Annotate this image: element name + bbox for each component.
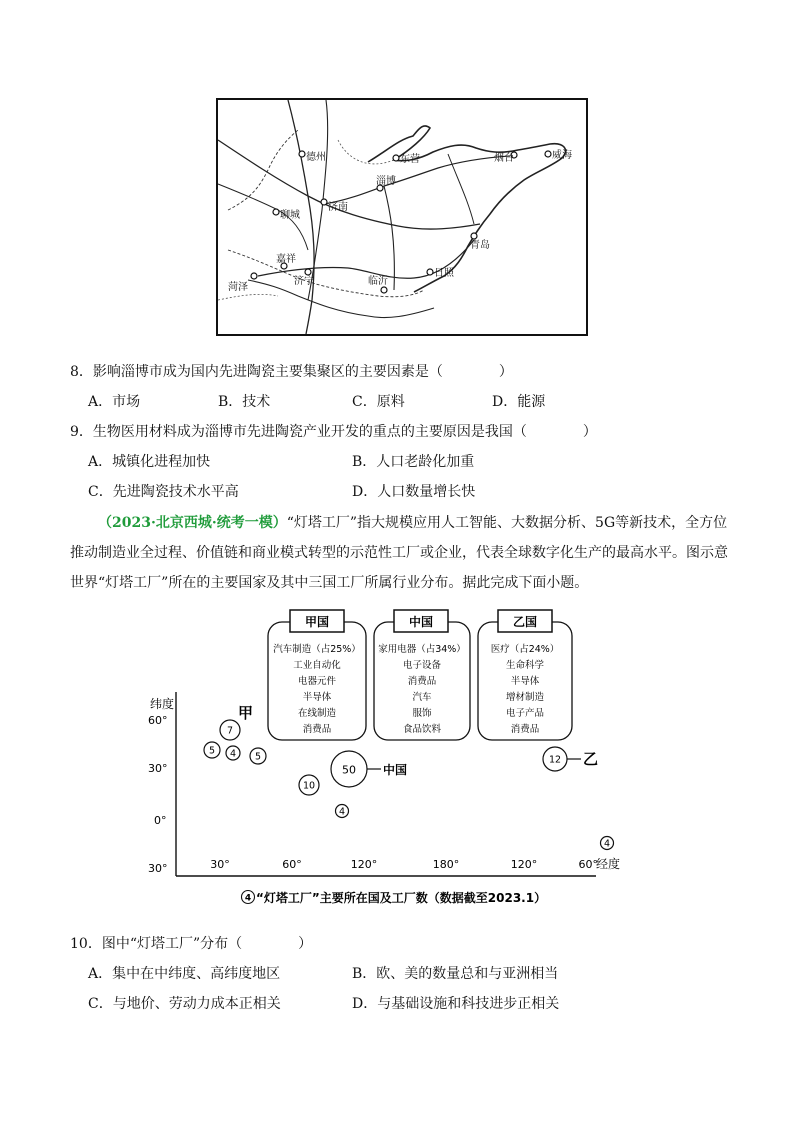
x-axis-label: 经度 xyxy=(595,857,620,871)
box-jia-item: 消费品 xyxy=(302,724,332,735)
map-graphic xyxy=(218,100,586,334)
industry-boxes xyxy=(268,610,572,740)
city-jining: 济宁 xyxy=(294,276,314,287)
box-jia-item: 半导体 xyxy=(302,692,332,703)
passage-source: （2023·北京西城·统考一模） xyxy=(98,515,287,531)
box-china-title: 中国 xyxy=(408,615,434,629)
shandong-map xyxy=(216,98,588,336)
factory-point-value: 4 xyxy=(229,748,237,760)
city-yantai: 烟台 xyxy=(494,153,514,164)
y-tick: 60° xyxy=(148,714,168,727)
coastline xyxy=(368,126,566,292)
x-tick: 120° xyxy=(350,858,378,871)
q9-option-b[interactable]: B．人口老龄化加重 xyxy=(352,454,475,470)
q8-option-d[interactable]: D．能源 xyxy=(492,394,546,410)
question-9-close: ） xyxy=(582,424,597,440)
box-jia xyxy=(268,610,366,740)
factory-point-value: 12 xyxy=(548,754,562,766)
box-jia-title: 甲国 xyxy=(304,615,330,629)
q10-option-b[interactable]: B．欧、美的数量总和与亚洲相当 xyxy=(352,966,559,982)
x-tick: 120° xyxy=(510,858,538,871)
y-tick: 0° xyxy=(154,814,167,827)
city-heze: 菏泽 xyxy=(228,282,248,293)
chart-caption: “灯塔工厂”主要所在国及工厂数（数据截至2023.1） xyxy=(256,891,547,905)
box-yi-item: 生命科学 xyxy=(505,660,545,671)
box-china-item: 食品饮料 xyxy=(402,724,442,735)
x-tick: 60° xyxy=(578,858,598,871)
q10-option-a[interactable]: A．集中在中纬度、高纬度地区 xyxy=(88,966,281,982)
city-dezhou: 德州 xyxy=(306,152,326,163)
city-jiaxiang: 嘉祥 xyxy=(276,254,296,265)
passage xyxy=(70,508,740,598)
question-8-stem: 8．影响淄博市成为国内先进陶瓷主要集聚区的主要因素是（ xyxy=(70,364,443,380)
city-zibo: 淄博 xyxy=(376,176,396,187)
question-9-stem: 9．生物医用材料成为淄博市先进陶瓷产业开发的重点的主要原因是我国（ xyxy=(70,424,527,440)
y-tick: 30° xyxy=(148,762,168,775)
box-yi-item: 电子产品 xyxy=(505,708,545,719)
box-china-item: 汽车 xyxy=(412,692,432,703)
box-yi-item: 半导体 xyxy=(510,676,540,687)
x-tick: 30° xyxy=(210,858,230,871)
q10-option-c[interactable]: C．与地价、劳动力成本正相关 xyxy=(88,996,281,1012)
box-china-item: 消费品 xyxy=(407,676,437,687)
city-linyi: 临沂 xyxy=(368,276,388,287)
factory-point-value: 5 xyxy=(254,751,262,763)
box-jia-item: 汽车制造（占25%） xyxy=(273,644,361,655)
x-tick: 60° xyxy=(282,858,302,871)
q9-option-c[interactable]: C．先进陶瓷技术水平高 xyxy=(88,484,239,500)
city-qingdao: 青岛 xyxy=(470,240,490,251)
box-jia-item: 在线制造 xyxy=(297,708,337,719)
box-china-item: 电子设备 xyxy=(402,660,442,671)
passage-text: “灯塔工厂”指大规模应用人工智能、大数据分析、5G等新技术，全方位推动制造业全过程、价值链和商业模式转型的示范性工厂或企业，代表全球数字化生产的最高水平。图示意世界“灯塔工厂”所在的主要国家及其中三国工厂所属行业分布。据此完成下面小题。 xyxy=(70,515,728,591)
factory-point-value: 4 xyxy=(338,806,346,818)
factory-point-value: 10 xyxy=(302,780,316,792)
factory-point-value: 4 xyxy=(603,838,611,850)
city-dongying: 东营 xyxy=(400,154,420,165)
x-tick: 180° xyxy=(432,858,460,871)
box-china-item: 服饰 xyxy=(412,708,432,719)
question-9 xyxy=(70,422,597,442)
box-jia-item: 工业自动化 xyxy=(293,660,341,671)
box-yi xyxy=(478,610,572,740)
city-jinan: 济南 xyxy=(328,202,348,213)
q10-option-d[interactable]: D．与基础设施和科技进步正相关 xyxy=(352,996,560,1012)
factory-point-label: 甲 xyxy=(238,704,254,722)
lighthouse-factory-chart xyxy=(140,600,620,912)
box-yi-item: 消费品 xyxy=(510,724,540,735)
question-10-close: ） xyxy=(298,936,313,952)
q8-option-a[interactable]: A．市场 xyxy=(88,394,141,410)
factory-point-label: 乙 xyxy=(583,750,599,768)
question-10 xyxy=(70,934,312,954)
box-yi-item: 增材制造 xyxy=(505,692,545,703)
factory-point-label: 中国 xyxy=(383,763,408,777)
y-axis-label: 纬度 xyxy=(150,697,175,711)
box-jia-item: 电器元件 xyxy=(297,676,337,687)
q8-option-b[interactable]: B．技术 xyxy=(218,394,271,410)
city-liaocheng: 聊城 xyxy=(280,210,300,221)
q9-option-a[interactable]: A．城镇化进程加快 xyxy=(88,454,211,470)
question-8-close: ） xyxy=(498,364,513,380)
q9-option-d[interactable]: D．人口数量增长快 xyxy=(352,484,476,500)
question-10-stem: 10．图中“灯塔工厂”分布（ xyxy=(70,936,243,952)
q8-option-c[interactable]: C．原料 xyxy=(352,394,405,410)
caption-marker-value: 4 xyxy=(244,893,252,904)
box-yi-title: 乙国 xyxy=(512,615,538,629)
box-yi-item: 医疗（占24%） xyxy=(490,644,560,655)
y-tick: 30° xyxy=(148,862,168,875)
factory-point-value: 7 xyxy=(226,725,234,737)
box-china-item: 家用电器（占34%） xyxy=(378,644,466,655)
factory-point-value: 5 xyxy=(208,745,216,757)
question-8 xyxy=(70,362,513,382)
factory-point-value: 50 xyxy=(342,763,356,777)
city-weihai: 威海 xyxy=(552,150,572,161)
city-rizhao: 日照 xyxy=(434,268,454,279)
box-china xyxy=(374,610,470,740)
